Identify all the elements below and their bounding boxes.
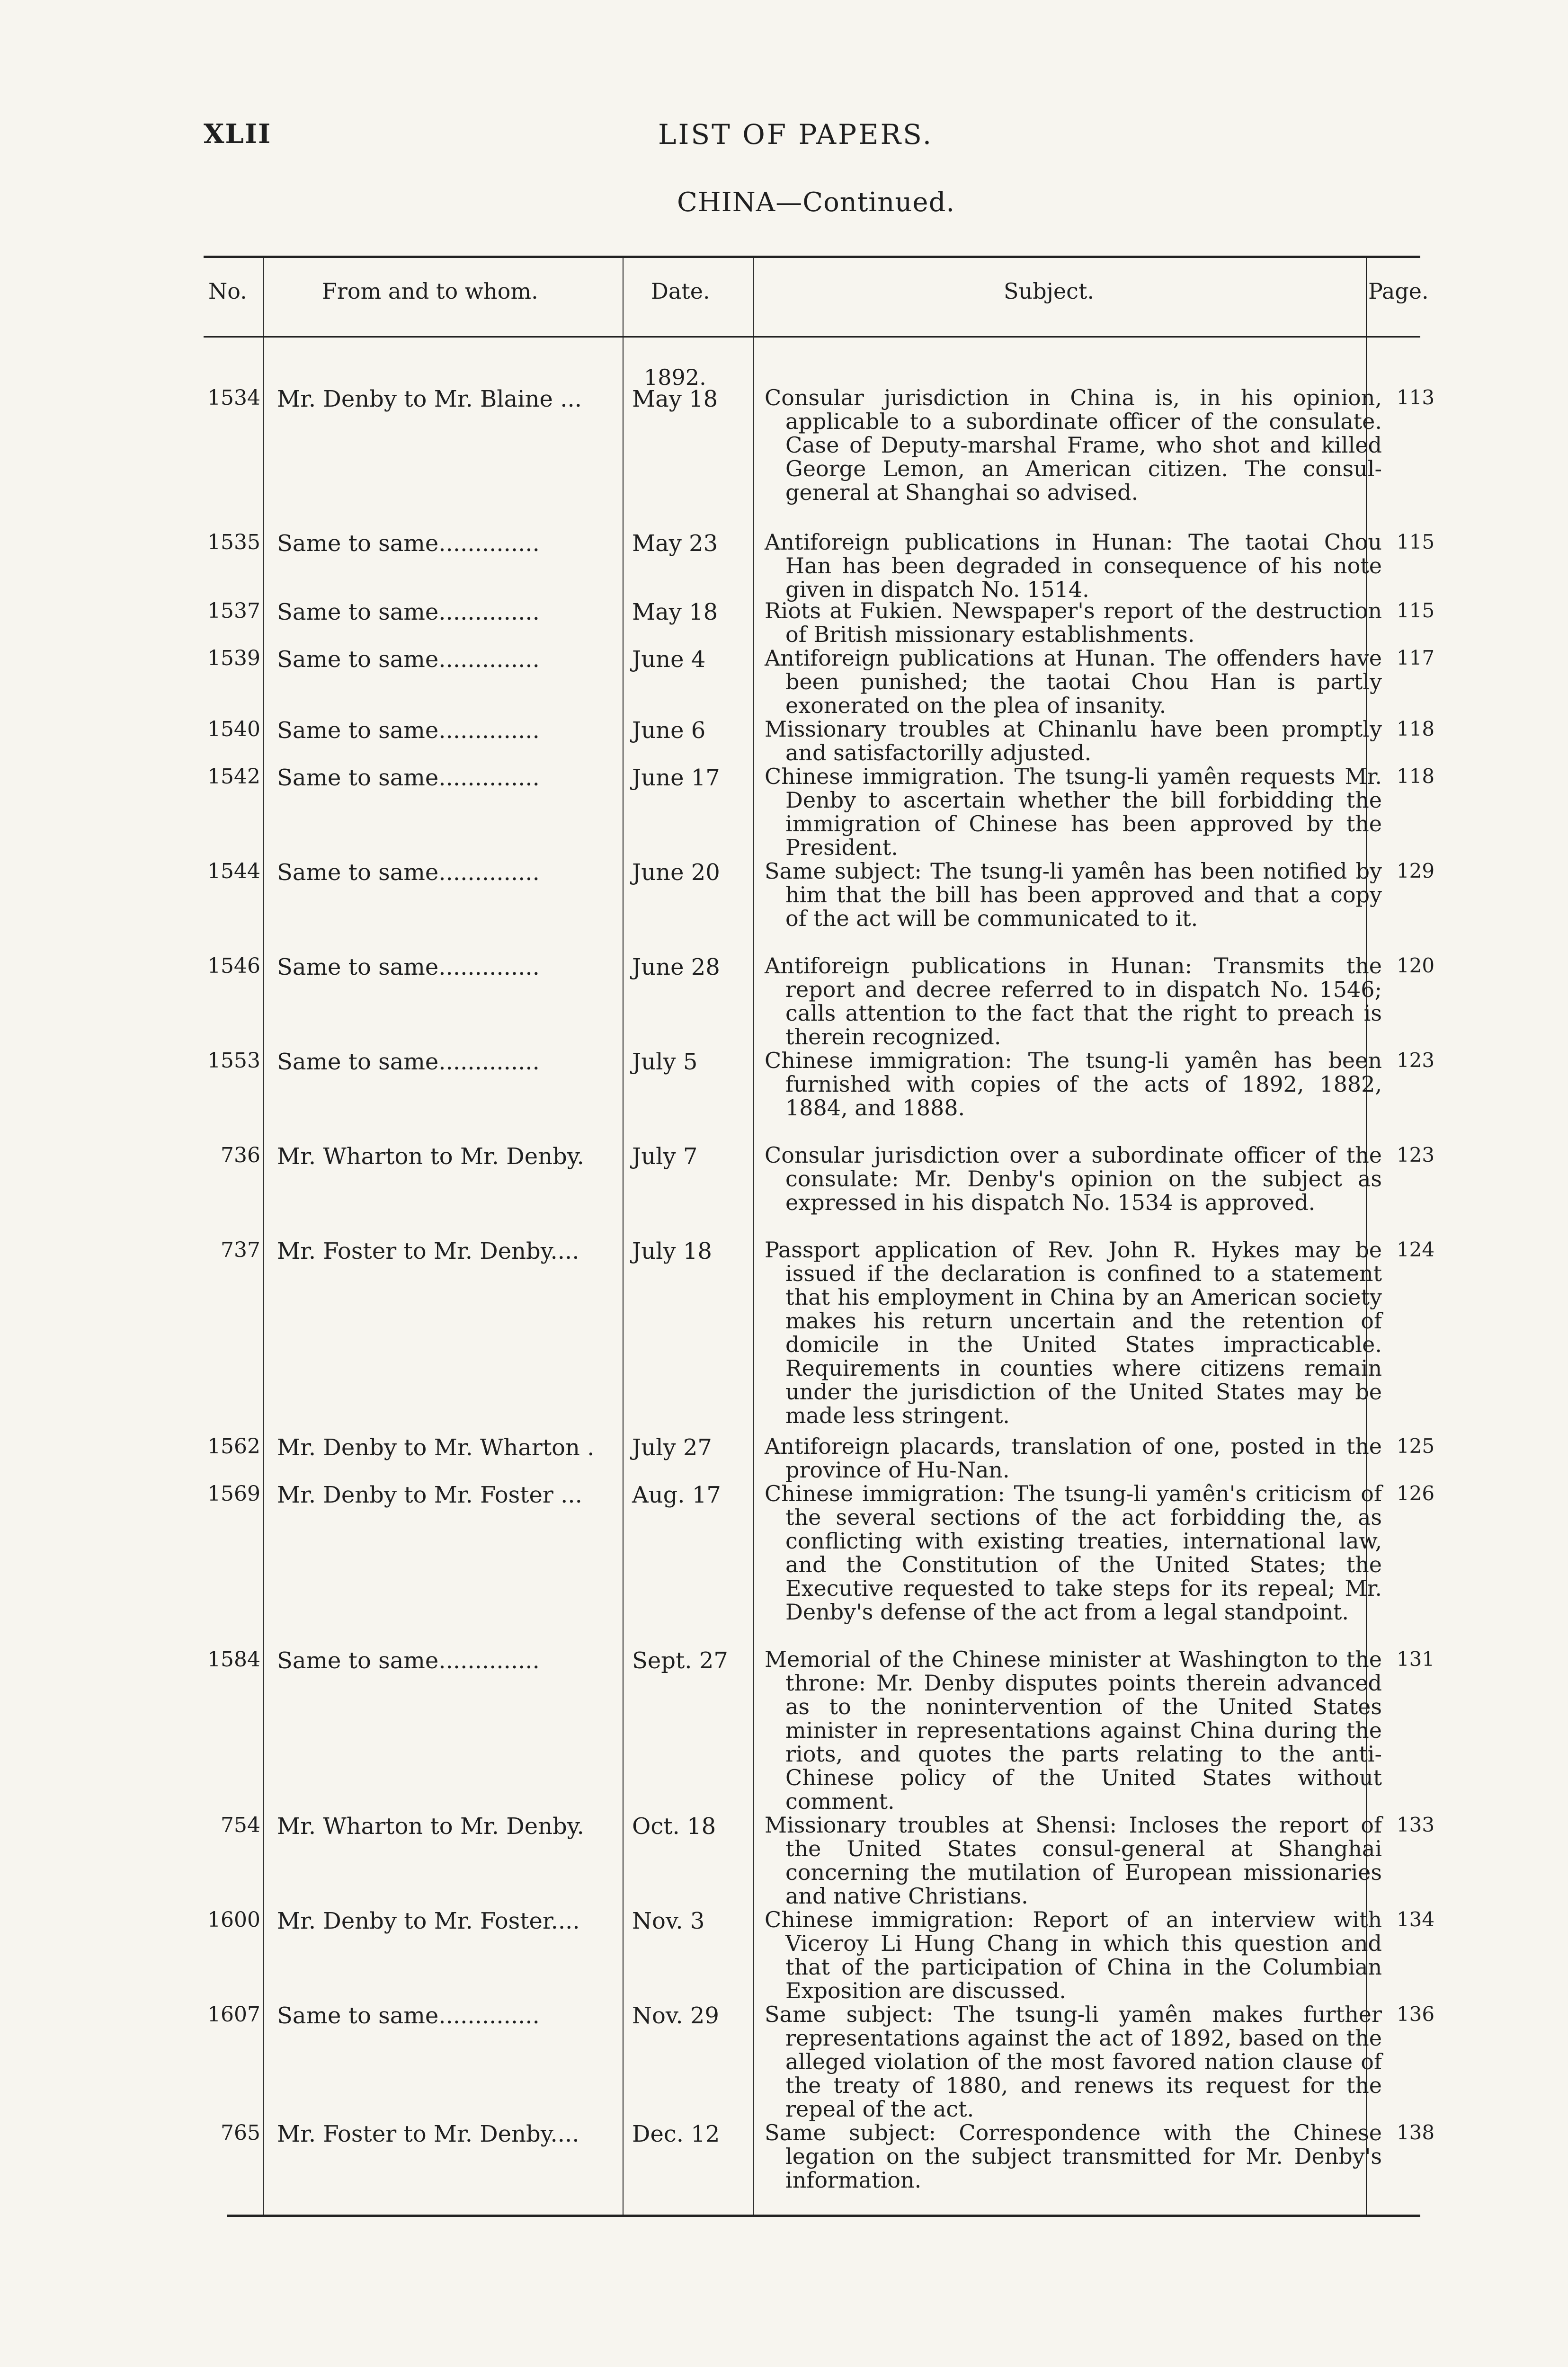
date: Nov. 29 (632, 2002, 719, 2029)
from-to: Same to same.............. (277, 646, 540, 673)
page-ref: 129 (1396, 859, 1435, 882)
page-ref: 115 (1396, 599, 1435, 622)
page-ref: 125 (1396, 1434, 1435, 1458)
table-bottom-rule (227, 2215, 1420, 2217)
paper-number: 1534 (207, 386, 260, 410)
subject: Chinese immigration: The tsung-li yamên has been furnished with copies of the acts of 1892, 1882, 1884, and 1888. (765, 1048, 1382, 1121)
subject: Passport application of Rev. John R. Hykes may be issued if the declaration is confined to a statement that his employment in China by an American society makes his return uncertain and the retention of domicile in the United States impracticable. Requirements in counties where citizens remain under the jurisdiction of the United States may be made less stringent. (765, 1237, 1382, 1428)
page-ref: 117 (1396, 646, 1435, 669)
page-ref: 124 (1396, 1238, 1435, 1261)
page-ref: 131 (1396, 1647, 1435, 1671)
from-to: Same to same.............. (277, 599, 540, 625)
from-to: Same to same.............. (277, 1049, 540, 1075)
subject: Chinese immigration: The tsung-li yamên's criticism of the several sections of the act forbidding the, as conflicting with existing treaties, international law, and the Constitution of the United States; the Executive requested to take steps for its repeal; Mr. Denby's defense of the act from a legal standpoint. (765, 1481, 1382, 1625)
page-ref: 118 (1396, 765, 1435, 788)
column-divider (263, 258, 264, 2215)
date: Nov. 3 (632, 1908, 705, 1934)
column-header-date: Date. (651, 278, 710, 304)
page-ref: 118 (1396, 717, 1435, 740)
from-to: Mr. Foster to Mr. Denby.... (277, 1238, 579, 1264)
column-header-no: No. (208, 278, 247, 304)
paper-number: 754 (221, 1813, 260, 1837)
paper-number: 1569 (207, 1482, 260, 1506)
from-to: Same to same.............. (277, 859, 540, 886)
from-to: Same to same.............. (277, 1647, 540, 1674)
subject: Antiforeign publications at Hunan. The offenders have been punished; the taotai Chou Han is partly exonerated on the plea of insanity. (765, 645, 1382, 718)
column-divider (753, 258, 754, 2215)
paper-number: 1553 (207, 1049, 260, 1073)
paper-number: 765 (221, 2121, 260, 2145)
subject: Missionary troubles at Shensi: Incloses the report of the United States consul-general at Shanghai concerning the mutilation of European missionaries and native Christians. (765, 1812, 1382, 1909)
paper-number: 1584 (207, 1647, 260, 1672)
paper-number: 1544 (207, 859, 260, 883)
subject: Consular jurisdiction in China is, in his opinion, applicable to a subordinate officer of the consulate. Case of Deputy-marshal Frame, who shot and killed George Lemon, an American citizen. The consul-general at Shanghai so advised. (765, 385, 1382, 505)
date: Oct. 18 (632, 1813, 716, 1840)
table-header-rule (204, 336, 1420, 338)
from-to: Mr. Foster to Mr. Denby.... (277, 2121, 579, 2147)
from-to: Mr. Denby to Mr. Foster.... (277, 1908, 580, 1934)
date: May 23 (632, 530, 718, 557)
subject: Chinese immigration. The tsung-li yamên requests Mr. Denby to ascertain whether the bill forbidding the immigration of Chinese has been approved by the President. (765, 764, 1382, 860)
paper-number: 1537 (207, 599, 260, 623)
date: June 4 (632, 646, 706, 673)
page-subtitle: CHINA—Continued. (677, 187, 955, 218)
page-ref: 126 (1396, 1482, 1435, 1505)
page-ref: 123 (1396, 1143, 1435, 1166)
paper-number: 1600 (207, 1908, 260, 1932)
from-to: Same to same.............. (277, 530, 540, 557)
column-header-from: From and to whom. (322, 278, 538, 304)
from-to: Mr. Wharton to Mr. Denby. (277, 1813, 584, 1840)
date: May 18 (632, 386, 718, 412)
date: July 27 (632, 1434, 712, 1461)
date: July 18 (632, 1238, 712, 1264)
subject: Same subject: Correspondence with the Chinese legation on the subject transmitted for Mr. Denby's information. (765, 2120, 1382, 2193)
paper-number: 1535 (207, 530, 260, 554)
date: June 28 (632, 954, 720, 980)
from-to: Mr. Denby to Mr. Foster ... (277, 1482, 582, 1508)
subject: Chinese immigration: Report of an interview with Viceroy Li Hung Chang in which this question and that of the participation of China in the Columbian Exposition are discussed. (765, 1907, 1382, 2003)
date: Sept. 27 (632, 1647, 728, 1674)
from-to: Same to same.............. (277, 765, 540, 791)
page-title: LIST OF PAPERS. (658, 118, 934, 151)
from-to: Mr. Wharton to Mr. Denby. (277, 1143, 584, 1170)
date: June 6 (632, 717, 706, 744)
page-ref: 136 (1396, 2002, 1435, 2026)
subject: Same subject: The tsung-li yamên makes further representations against the act of 1892, based on the alleged violation of the most favored nation clause of the treaty of 1880, and renews its request for the repeal of the act. (765, 2002, 1382, 2122)
paper-number: 1542 (207, 765, 260, 789)
page-ref: 123 (1396, 1049, 1435, 1072)
table-top-rule (204, 256, 1420, 258)
date: July 5 (632, 1049, 698, 1075)
page-ref: 115 (1396, 530, 1435, 553)
from-to: Mr. Denby to Mr. Blaine ... (277, 386, 582, 412)
year-label: 1892. (644, 365, 706, 390)
paper-number: 1539 (207, 646, 260, 670)
page-ref: 113 (1396, 386, 1435, 409)
subject: Memorial of the Chinese minister at Washington to the throne: Mr. Denby disputes points therein advanced as to the nonintervention of the United States minister in representations against China during the riots, and quotes the parts relating to the anti-Chinese policy of the United States without comment. (765, 1646, 1382, 1814)
date: Aug. 17 (632, 1482, 721, 1508)
date: July 7 (632, 1143, 698, 1170)
page-ref: 133 (1396, 1813, 1435, 1836)
subject: Riots at Fukien. Newspaper's report of the destruction of British missionary establishments. (765, 598, 1382, 647)
subject: Antiforeign publications in Hunan: Transmits the report and decree referred to in dispatch No. 1546; calls attention to the fact that the right to preach is therein recognized. (765, 953, 1382, 1050)
subject: Antiforeign placards, translation of one, posted in the province of Hu-Nan. (765, 1433, 1382, 1483)
paper-number: 1546 (207, 954, 260, 978)
page-ref: 120 (1396, 954, 1435, 977)
page-ref: 138 (1396, 2121, 1435, 2144)
from-to: Mr. Denby to Mr. Wharton . (277, 1434, 595, 1461)
subject: Antiforeign publications in Hunan: The taotai Chou Han has been degraded in consequence of his note given in dispatch No. 1514. (765, 529, 1382, 602)
paper-number: 1562 (207, 1434, 260, 1459)
paper-number: 1540 (207, 717, 260, 741)
column-header-page: Page. (1368, 278, 1429, 304)
from-to: Same to same.............. (277, 717, 540, 744)
paper-number: 737 (221, 1238, 260, 1262)
subject: Same subject: The tsung-li yamên has been notified by him that the bill has been approved and that a copy of the act will be communicated to it. (765, 858, 1382, 931)
page-ref: 134 (1396, 1908, 1435, 1931)
date: June 17 (632, 765, 720, 791)
date: May 18 (632, 599, 718, 625)
date: June 20 (632, 859, 720, 886)
subject: Missionary troubles at Chinanlu have been promptly and satisfactorilly adjusted. (765, 716, 1382, 765)
subject: Consular jurisdiction over a subordinate officer of the consulate: Mr. Denby's opinion on the subject as expressed in his dispatch No. 1534 is approved. (765, 1142, 1382, 1215)
page-number: XLII (204, 118, 272, 150)
column-header-subject: Subject. (1004, 278, 1094, 304)
paper-number: 736 (221, 1143, 260, 1167)
from-to: Same to same.............. (277, 2002, 540, 2029)
from-to: Same to same.............. (277, 954, 540, 980)
paper-number: 1607 (207, 2002, 260, 2027)
date: Dec. 12 (632, 2121, 720, 2147)
